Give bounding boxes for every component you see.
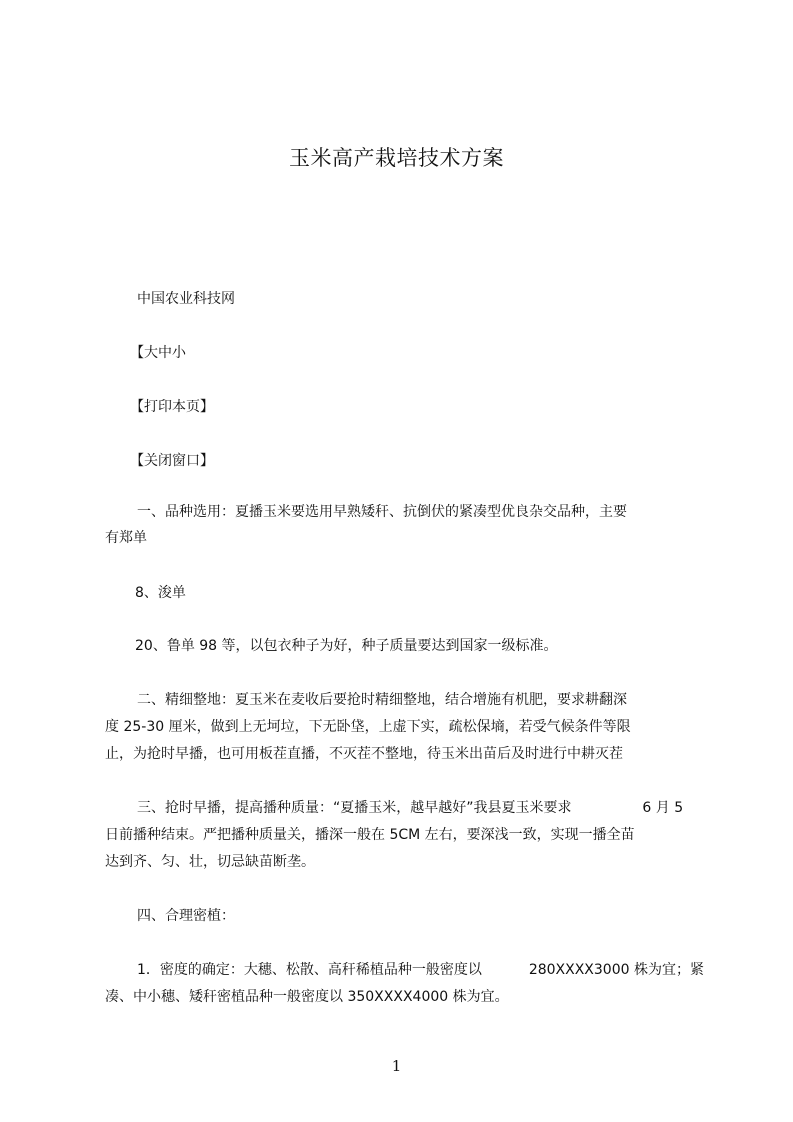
section3-line2: 日前播种结束。严把播种质量关，播深一般在 5CM 左右，要深浅一致，实现一播全苗 bbox=[105, 827, 635, 843]
density-line1-range: 280XXXX3000 株为宜；紧 bbox=[528, 962, 704, 978]
source-text: 中国农业科技网 bbox=[137, 291, 235, 307]
section2-line2: 度 25-30 厘米，做到上无坷垃，下无卧垡，上虚下实，疏松保墒，若受气候条件等限 bbox=[105, 719, 631, 735]
section3-line3: 达到齐、匀、壮，切忌缺苗断垄。 bbox=[105, 854, 315, 870]
document-title: 玉米高产栽培技术方案 bbox=[289, 146, 504, 170]
section3-line1-text: 三、抢时早播，提高播种质量：“夏播玉米，越早越好”我县夏玉米要求 bbox=[137, 800, 572, 816]
section2-line3: 止，为抢时早播，也可用板茬直播，不灭茬不整地，待玉米出苗后及时进行中耕灭茬 bbox=[105, 746, 623, 762]
section1-line2: 有郑单 bbox=[105, 530, 147, 546]
section3-date: 6 月 5 bbox=[642, 800, 684, 816]
variety-line2: 20、鲁单 98 等，以包衣种子为好，种子质量要达到国家一级标准。 bbox=[135, 638, 558, 654]
section2-line1: 二、精细整地：夏玉米在麦收后要抢时精细整地，结合增施有机肥，要求耕翻深 bbox=[137, 692, 627, 708]
font-size-link[interactable]: 【大中小 bbox=[130, 345, 186, 361]
section4-heading: 四、合理密植： bbox=[137, 908, 235, 924]
page-number: 1 bbox=[391, 1057, 402, 1075]
density-line1-text: 1．密度的确定：大穗、松散、高秆稀植品种一般密度以 bbox=[137, 962, 482, 978]
section1-line1: 一、品种选用：夏播玉米要选用早熟矮秆、抗倒伏的紧凑型优良杂交品种，主要 bbox=[137, 504, 627, 520]
variety-line1: 8、浚单 bbox=[135, 585, 186, 601]
density-line1 bbox=[137, 957, 704, 984]
print-page-link[interactable]: 【打印本页】 bbox=[130, 399, 214, 415]
density-line2: 凑、中小穗、矮秆密植品种一般密度以 350XXXX4000 株为宜。 bbox=[105, 989, 509, 1005]
close-window-link[interactable]: 【关闭窗口】 bbox=[130, 453, 214, 469]
section3-line1 bbox=[137, 795, 683, 822]
